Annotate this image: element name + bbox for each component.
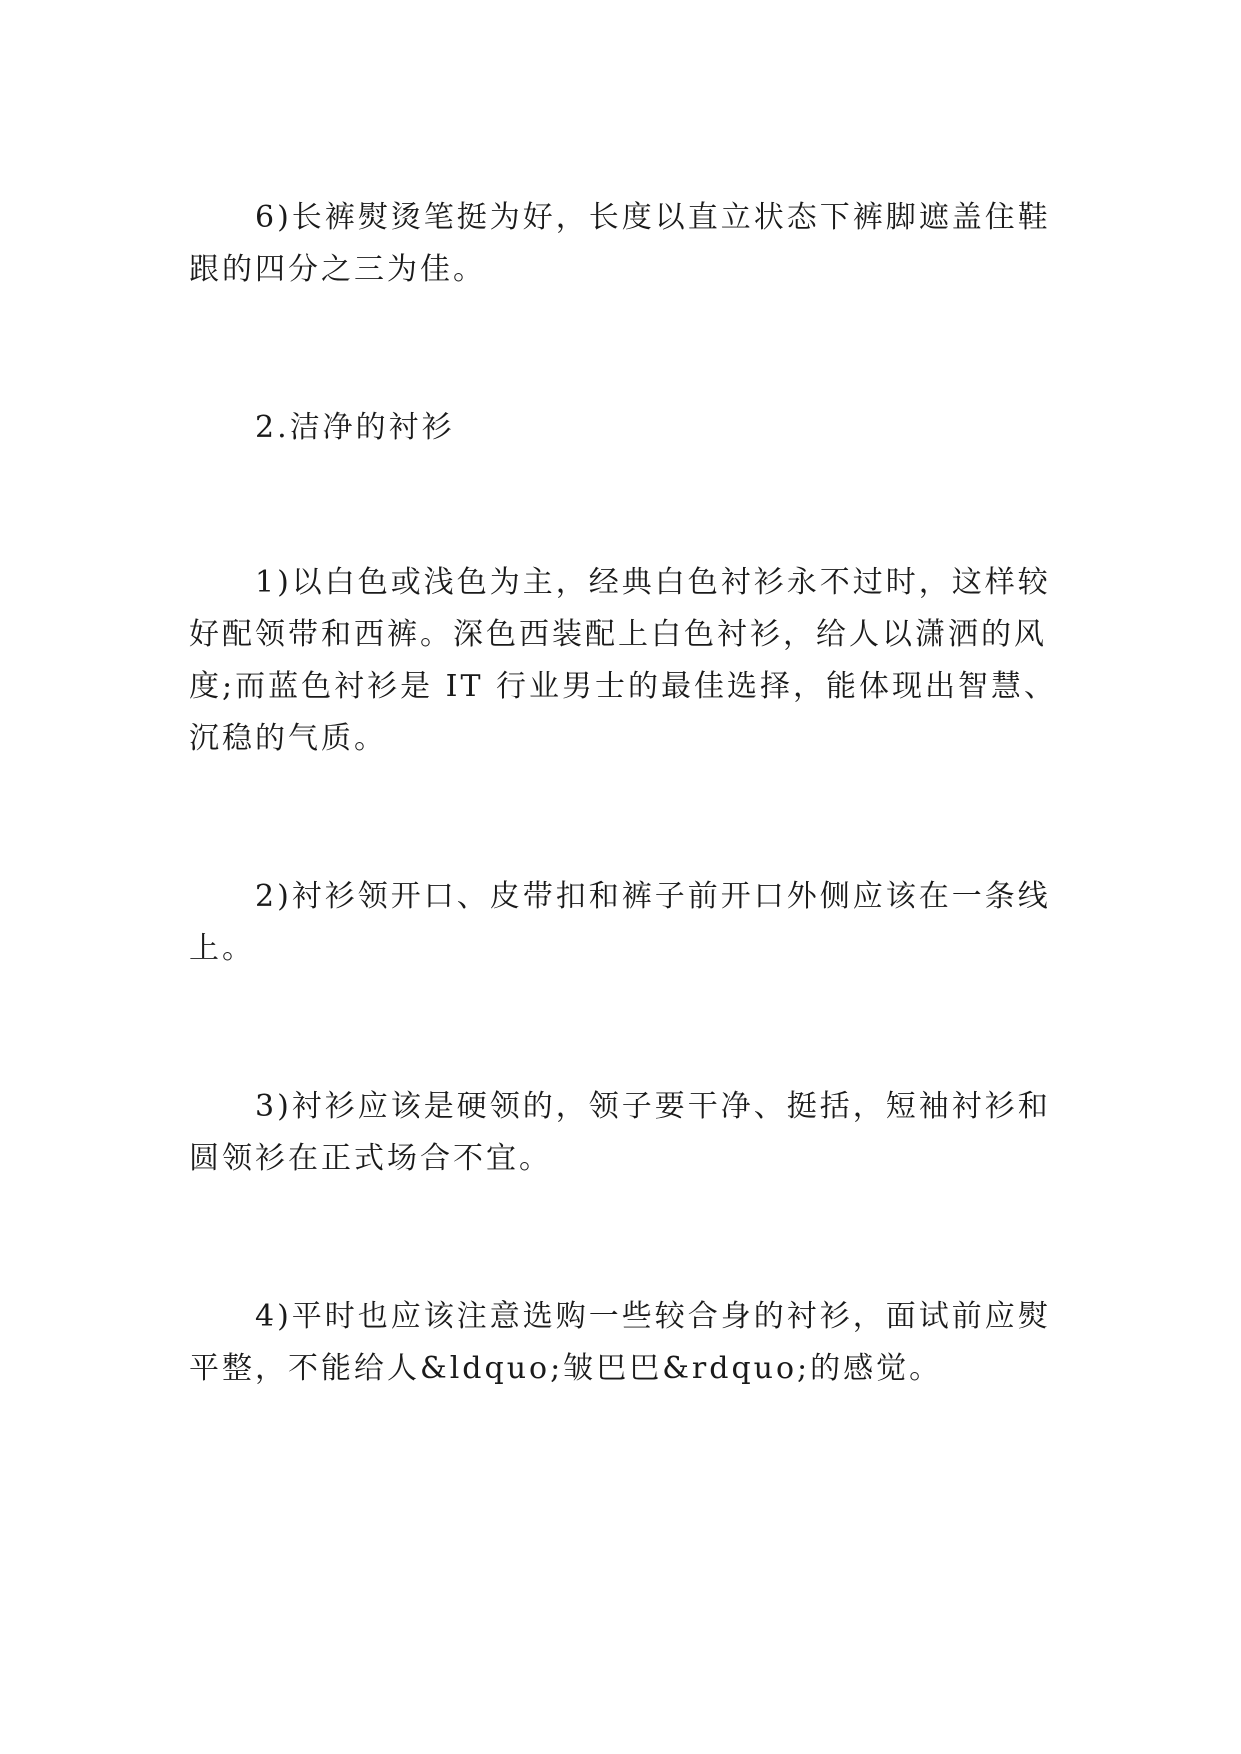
paragraph-shirt-collar: 3)衬衫应该是硬领的，领子要干净、挺括，短袖衬衫和圆领衫在正式场合不宜。 [189, 1089, 1051, 1176]
paragraph-shirt-fit: 4)平时也应该注意选购一些较合身的衬衫，面试前应熨平整，不能给人&ldquo;皱巴巴&rdquo;的感觉。 [189, 1299, 1051, 1386]
section-heading-clean-shirt: 2.洁净的衬衫 [255, 410, 455, 445]
paragraph-shirt-alignment: 2)衬衫领开口、皮带扣和裤子前开口外侧应该在一条线上。 [189, 879, 1051, 966]
paragraph-trousers-length: 6)长裤熨烫笔挺为好，长度以直立状态下裤脚遮盖住鞋跟的四分之三为佳。 [189, 200, 1051, 287]
paragraph-shirt-color: 1)以白色或浅色为主，经典白色衬衫永不过时，这样较好配领带和西裤。深色西装配上白色衬衫，给人以潇洒的风度;而蓝色衬衫是 IT 行业男士的最佳选择，能体现出智慧、沉稳的气质。 [189, 565, 1058, 756]
